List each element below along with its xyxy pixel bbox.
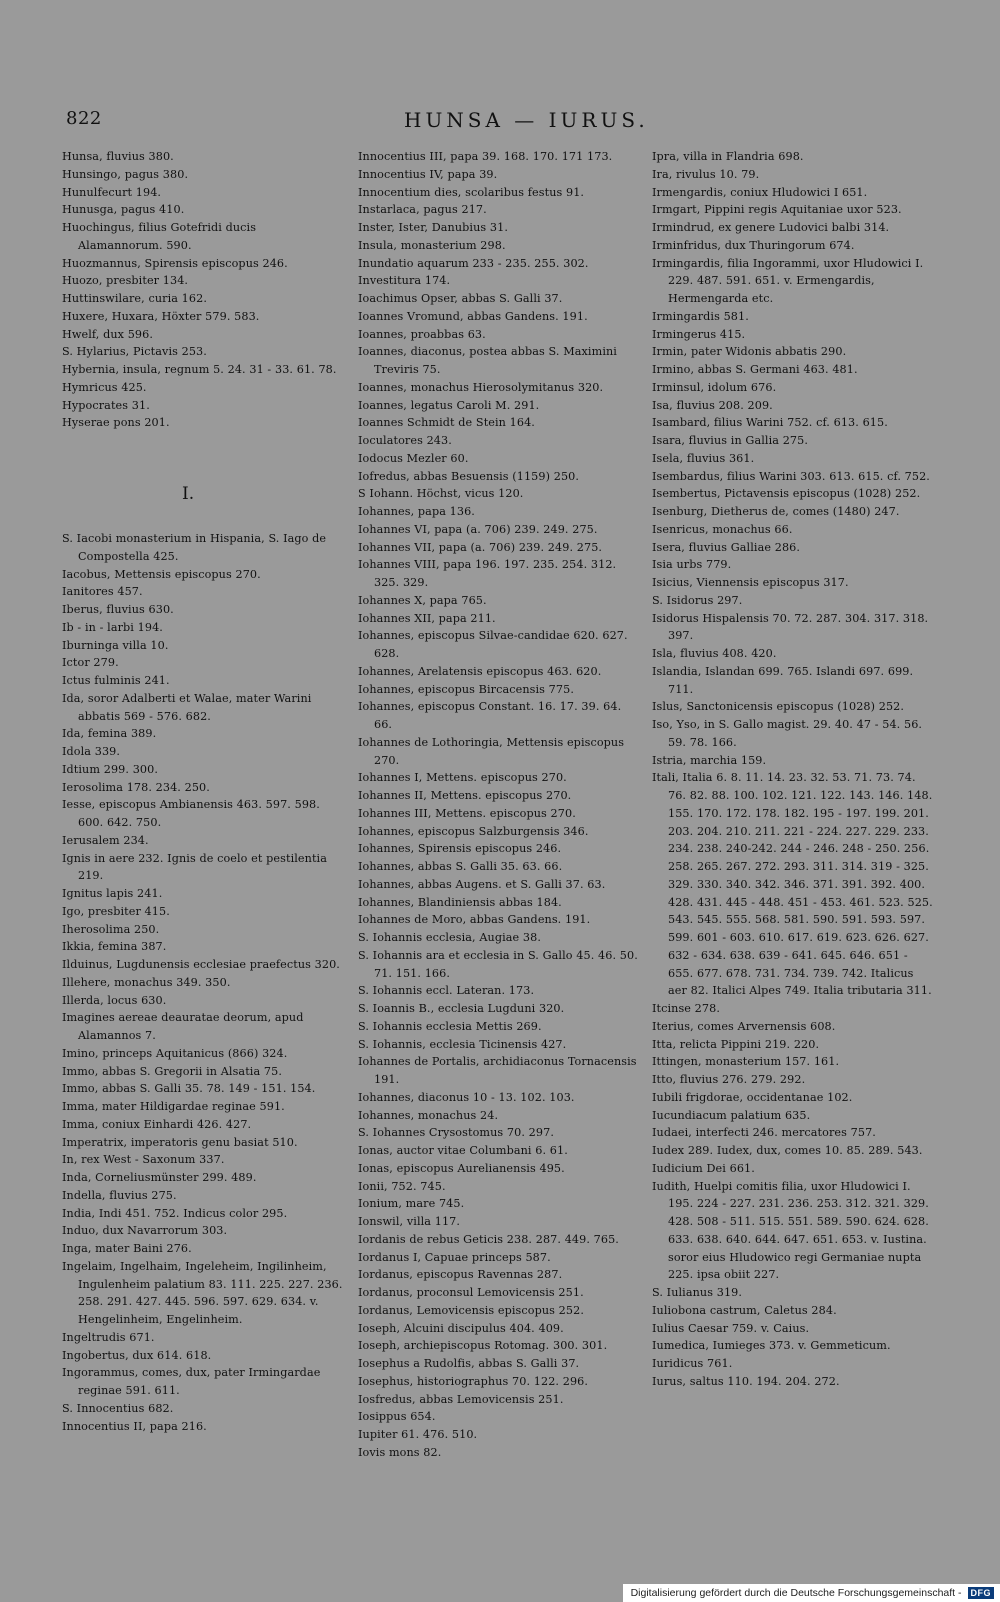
- index-entry: Iohannes, episcopus Constant. 16. 17. 39. 64. 66.: [358, 700, 622, 731]
- index-entry: S. Iohannis ara et ecclesia in S. Gallo 45. 46. 50. 71. 151. 166.: [358, 948, 638, 980]
- index-column-1: [62, 148, 344, 1435]
- index-entry: Isidorus Hispalensis 70. 72. 287. 304. 317. 318. 397.: [652, 611, 929, 643]
- index-entry: Ionii, 752. 745.: [358, 1179, 446, 1193]
- index-entry: Ingorammus, comes, dux, pater Irmingardae reginae 591. 611.: [62, 1366, 321, 1397]
- index-entry: Hybernia, insula, regnum 5. 24. 31 - 33. 61. 78.: [62, 363, 337, 376]
- index-entry: Isara, fluvius in Gallia 275.: [652, 434, 809, 447]
- index-entry: Isenburg, Dietherus de, comes (1480) 247.: [652, 505, 900, 518]
- index-entry: S. Hylarius, Pictavis 253.: [62, 345, 207, 359]
- index-entry: Isia urbs 779.: [652, 558, 732, 572]
- index-entry: Isicius, Viennensis episcopus 317.: [652, 576, 849, 589]
- index-entry: Ida, femina 389.: [62, 727, 157, 741]
- index-entry: Inga, mater Baini 276.: [62, 1242, 192, 1255]
- index-column-2: [358, 148, 640, 1462]
- index-entry: Islandia, Islandan 699. 765. Islandi 697. 699. 711.: [652, 664, 914, 696]
- index-entry: Ingeltrudis 671.: [62, 1330, 155, 1344]
- index-entry: Huxere, Huxara, Höxter 579. 583.: [62, 309, 260, 323]
- index-entry: Ingobertus, dux 614. 618.: [62, 1348, 212, 1362]
- index-entry: Itto, fluvius 276. 279. 292.: [652, 1073, 806, 1086]
- index-entry: Iudith, Huelpi comitis filia, uxor Hludowici I. 195. 224 - 227. 231. 236. 253. 312. 321. 329. 428. 508 - 511. 515. 551. 589. 590. 624. 628. 633. 638. 640. 644. 647. 651. 653. v. Iustina. soror eius Hludowico regi Germaniae nupta 225. ipsa obiit 227.: [652, 1179, 929, 1282]
- index-entry: Ierosolima 178. 234. 250.: [62, 780, 210, 794]
- index-entry: Isla, fluvius 408. 420.: [652, 647, 777, 660]
- index-entry: Ib - in - larbi 194.: [62, 620, 163, 634]
- index-entry: Iohannes, monachus 24.: [358, 1108, 499, 1122]
- index-entry: Ikkia, femina 387.: [62, 940, 167, 954]
- index-entry: Idtium 299. 300.: [62, 762, 158, 776]
- index-entry: Itali, Italia 6. 8. 11. 14. 23. 32. 53. 71. 73. 74. 76. 82. 88. 100. 102. 121. 122. 143. 146. 148. 155. 170. 172. 178. 182. 195 - 197. 199. 201. 203. 204. 210. 211. 221 - 224. 227. 229. 233. 234. 238. 240-242. 244 - 246. 248 - 250. 256. 258. 265. 267. 272. 293. 311. 314. 319 - 325. 329. 330. 340. 342. 346. 371. 391. 392. 400. 428. 431. 445 - 448. 451 - 453. 461. 523. 525. 543. 545. 555. 568. 581. 590. 591. 593. 597. 599. 601 - 603. 610. 617. 619. 623. 626. 627. 632 - 634. 638. 639 - 641. 645. 646. 651 - 655. 677. 678. 731. 734. 739. 742. Italicus aer 82. Italici Alpes 749. Italia tributaria 311.: [652, 771, 933, 998]
- index-entry: Ilduinus, Lugdunensis ecclesiae praefectus 320.: [62, 958, 340, 971]
- index-entry: Iubili frigdorae, occidentanae 102.: [652, 1090, 853, 1104]
- index-entry: Huozmannus, Spirensis episcopus 246.: [62, 256, 288, 270]
- index-entry: Ictor 279.: [62, 656, 119, 670]
- index-entry: Iohannes, papa 136.: [358, 505, 475, 518]
- index-entry: S. Iohannis eccl. Lateran. 173.: [358, 984, 535, 998]
- index-entry: Instarlaca, pagus 217.: [358, 203, 487, 217]
- index-entry: Ipra, villa in Flandria 698.: [652, 150, 804, 163]
- index-entry: Iherosolima 250.: [62, 922, 160, 936]
- index-entry: Itta, relicta Pippini 219. 220.: [652, 1037, 820, 1051]
- entries: [652, 148, 936, 1391]
- index-entry: Iohannes, abbas S. Galli 35. 63. 66.: [358, 860, 563, 873]
- index-entry: Itcinse 278.: [652, 1002, 720, 1015]
- index-entry: S. Isidorus 297.: [652, 593, 743, 607]
- index-entry: Idola 339.: [62, 745, 121, 758]
- index-entry: Iohannes, episcopus Bircacensis 775.: [358, 682, 574, 696]
- index-entry: Illehere, monachus 349. 350.: [62, 975, 231, 989]
- index-entry: Indella, fluvius 275.: [62, 1188, 177, 1202]
- index-entry: Iohannes, Blandiniensis abbas 184.: [358, 895, 562, 909]
- index-entry: Huttinswilare, curia 162.: [62, 292, 207, 305]
- index-entry: Ionas, episcopus Aurelianensis 495.: [358, 1161, 565, 1175]
- index-entry: Iucundiacum palatium 635.: [652, 1108, 811, 1122]
- index-entry: Iohannes de Lothoringia, Mettensis episcopus 270.: [358, 735, 625, 767]
- index-entry: Iohannes VII, papa (a. 706) 239. 249. 275.: [358, 540, 603, 554]
- index-entry: Ioannes, legatus Caroli M. 291.: [358, 398, 540, 412]
- index-entry: Ingelaim, Ingelhaim, Ingeleheim, Ingilinheim, Ingulenheim palatium 83. 111. 225. 227. 236. 258. 291. 427. 445. 596. 597. 629. 634. v. Hengelinheim, Engelinheim.: [62, 1259, 343, 1326]
- index-entry: Illerda, locus 630.: [62, 993, 167, 1007]
- index-entry: Iohannes, diaconus 10 - 13. 102. 103.: [358, 1090, 575, 1104]
- entries-before: [62, 148, 344, 432]
- index-entry: India, Indi 451. 752. Indicus color 295.: [62, 1206, 288, 1220]
- index-entry: Ignis in aere 232. Ignis de coelo et pestilentia 219.: [62, 851, 327, 883]
- index-entry: Iosephus, historiographus 70. 122. 296.: [358, 1374, 589, 1388]
- index-entry: Ioannes, diaconus, postea abbas S. Maximini Treviris 75.: [358, 345, 617, 376]
- index-entry: Iohannes de Moro, abbas Gandens. 191.: [358, 913, 591, 927]
- index-entry: Iohannes, episcopus Silvae-candidae 620. 627. 628.: [358, 629, 628, 660]
- index-entry: Ionswil, villa 117.: [358, 1215, 461, 1228]
- index-entry: Ioannes Vromund, abbas Gandens. 191.: [358, 309, 588, 323]
- index-entry: Iuridicus 761.: [652, 1357, 733, 1370]
- index-entry: Ira, rivulus 10. 79.: [652, 167, 760, 181]
- index-entry: Iberus, fluvius 630.: [62, 603, 174, 616]
- index-entry: Inda, Corneliusmünster 299. 489.: [62, 1171, 257, 1184]
- index-entry: Iuliobona castrum, Caletus 284.: [652, 1303, 837, 1317]
- index-entry: Irmengardis, coniux Hludowici I 651.: [652, 185, 868, 199]
- index-entry: Iordanus, Lemovicensis episcopus 252.: [358, 1303, 584, 1317]
- index-entry: Inster, Ister, Danubius 31.: [358, 221, 509, 234]
- index-entry: Iterius, comes Arvernensis 608.: [652, 1019, 836, 1033]
- index-entry: Hunulfecurt 194.: [62, 185, 162, 199]
- index-entry: Iohannes VI, papa (a. 706) 239. 249. 275.: [358, 522, 598, 536]
- index-entry: Hymricus 425.: [62, 380, 147, 394]
- index-entry: Hypocrates 31.: [62, 398, 150, 412]
- index-entry: Isa, fluvius 208. 209.: [652, 398, 773, 412]
- index-entry: Iulius Caesar 759. v. Caius.: [652, 1321, 810, 1335]
- index-entry: Iburninga villa 10.: [62, 638, 169, 652]
- index-entry: Iovis mons 82.: [358, 1445, 442, 1459]
- index-entry: Isembardus, filius Warini 303. 613. 615. cf. 752.: [652, 469, 930, 483]
- index-entry: Iohannes III, Mettens. episcopus 270.: [358, 806, 576, 820]
- index-entry: Hunsa, fluvius 380.: [62, 150, 174, 163]
- index-entry: Iso, Yso, in S. Gallo magist. 29. 40. 47 - 54. 56. 59. 78. 166.: [652, 718, 923, 749]
- footer-text: Digitalisierung gefördert durch die Deutsche Forschungsgemeinschaft -: [630, 1587, 962, 1599]
- entries: [358, 148, 640, 1462]
- index-entry: S. Iohannis ecclesia, Augiae 38.: [358, 931, 542, 944]
- index-entry: Ionas, auctor vitae Columbani 6. 61.: [358, 1144, 568, 1157]
- index-entry: Imma, coniux Einhardi 426. 427.: [62, 1117, 252, 1131]
- index-entry: Huozo, presbiter 134.: [62, 274, 189, 288]
- index-entry: Ida, soror Adalberti et Walae, mater Warini abbatis 569 - 576. 682.: [62, 691, 312, 723]
- index-entry: Ionium, mare 745.: [358, 1197, 465, 1211]
- index-entry: S Iohann. Höchst, vicus 120.: [358, 487, 524, 501]
- index-entry: Innocentius IV, papa 39.: [358, 167, 498, 181]
- index-entry: Investitura 174.: [358, 274, 451, 288]
- index-entry: Irmino, abbas S. Germani 463. 481.: [652, 363, 858, 376]
- index-entry: Ioseph, archiepiscopus Rotomag. 300. 301.: [358, 1339, 608, 1353]
- index-entry: Immo, abbas S. Galli 35. 78. 149 - 151. 154.: [62, 1082, 316, 1096]
- index-entry: S. Innocentius 682.: [62, 1401, 174, 1415]
- index-entry: Huochingus, filius Gotefridi ducis Alamannorum. 590.: [62, 221, 257, 252]
- index-entry: Iesse, episcopus Ambianensis 463. 597. 598. 600. 642. 750.: [62, 798, 320, 829]
- index-entry: Induo, dux Navarrorum 303.: [62, 1224, 228, 1238]
- index-entry: Iohannes, episcopus Salzburgensis 346.: [358, 824, 589, 838]
- index-entry: Innocentius III, papa 39. 168. 170. 171 173.: [358, 150, 613, 163]
- index-entry: Insula, monasterium 298.: [358, 238, 506, 252]
- index-entry: Hunusga, pagus 410.: [62, 203, 185, 217]
- index-entry: Isambard, filius Warini 752. cf. 613. 615.: [652, 416, 888, 430]
- index-entry: Irminfridus, dux Thuringorum 674.: [652, 238, 855, 252]
- index-entry: Iodocus Mezler 60.: [358, 451, 469, 465]
- index-entry: Innocentium dies, scolaribus festus 91.: [358, 185, 585, 199]
- index-entry: Iohannes XII, papa 211.: [358, 611, 496, 625]
- index-entry: Iosfredus, abbas Lemovicensis 251.: [358, 1392, 564, 1406]
- index-entry: Iurus, saltus 110. 194. 204. 272.: [652, 1374, 840, 1388]
- index-entry: Iudex 289. Iudex, dux, comes 10. 85. 289. 543.: [652, 1144, 923, 1157]
- entries-after: [62, 530, 344, 1435]
- index-entry: Ianitores 457.: [62, 585, 143, 599]
- running-head: HUNSA — IURUS.: [404, 108, 649, 132]
- index-entry: S. Iacobi monasterium in Hispania, S. Iago de Compostella 425.: [62, 532, 327, 563]
- index-entry: Imperatrix, imperatoris genu basiat 510.: [62, 1135, 298, 1149]
- index-entry: Ignitus lapis 241.: [62, 887, 163, 900]
- index-entry: Iohannes de Portalis, archidiaconus Tornacensis 191.: [358, 1055, 637, 1086]
- index-entry: Imagines aereae deauratae deorum, apud Alamannos 7.: [62, 1011, 304, 1042]
- index-entry: Iupiter 61. 476. 510.: [358, 1428, 478, 1441]
- index-entry: Iohannes, Arelatensis episcopus 463. 620.: [358, 664, 602, 678]
- index-entry: Iohannes II, Mettens. episcopus 270.: [358, 789, 572, 802]
- index-entry: S. Iohannis ecclesia Mettis 269.: [358, 1019, 542, 1033]
- index-entry: Iohannes I, Mettens. episcopus 270.: [358, 771, 567, 785]
- index-entry: Islus, Sanctonicensis episcopus (1028) 252.: [652, 700, 905, 714]
- page-number: 822: [66, 108, 102, 129]
- index-entry: S. Ioannis B., ecclesia Lugduni 320.: [358, 1002, 565, 1015]
- index-entry: Iohannes, Spirensis episcopus 246.: [358, 842, 562, 856]
- index-entry: Ioachimus Opser, abbas S. Galli 37.: [358, 292, 563, 305]
- index-entry: Hunsingo, pagus 380.: [62, 167, 189, 181]
- index-entry: In, rex West - Saxonum 337.: [62, 1153, 225, 1167]
- index-entry: Irmingerus 415.: [652, 327, 746, 341]
- footer: [623, 1584, 1000, 1602]
- index-entry: Iosippus 654.: [358, 1410, 436, 1424]
- index-entry: Ioseph, Alcuini discipulus 404. 409.: [358, 1321, 564, 1335]
- index-entry: Ioannes Schmidt de Stein 164.: [358, 416, 535, 430]
- index-entry: Iordanus, episcopus Ravennas 287.: [358, 1268, 563, 1282]
- index-entry: Irmindrud, ex genere Ludovici balbi 314.: [652, 221, 890, 234]
- index-entry: Iumedica, Iumieges 373. v. Gemmeticum.: [652, 1339, 891, 1353]
- index-entry: Iohannes VIII, papa 196. 197. 235. 254. 312. 325. 329.: [358, 558, 617, 589]
- index-entry: Ioculatores 243.: [358, 434, 452, 447]
- index-column-3: [652, 148, 936, 1391]
- index-entry: Iudicium Dei 661.: [652, 1161, 755, 1175]
- index-entry: Isela, fluvius 361.: [652, 451, 755, 465]
- index-entry: Iordanis de rebus Geticis 238. 287. 449. 765.: [358, 1232, 619, 1246]
- index-entry: S. Iohannis, ecclesia Ticinensis 427.: [358, 1037, 567, 1051]
- index-entry: Iacobus, Mettensis episcopus 270.: [62, 567, 261, 581]
- index-entry: S. Iohannes Crysostomus 70. 297.: [358, 1126, 554, 1140]
- index-entry: Ierusalem 234.: [62, 833, 149, 847]
- index-entry: Irmgart, Pippini regis Aquitaniae uxor 523.: [652, 203, 902, 217]
- index-entry: Imino, princeps Aquitanicus (866) 324.: [62, 1046, 288, 1060]
- index-entry: Irmingardis 581.: [652, 309, 749, 323]
- index-entry: Istria, marchia 159.: [652, 753, 767, 767]
- index-entry: Iosephus a Rudolfis, abbas S. Galli 37.: [358, 1357, 580, 1370]
- index-entry: Ictus fulminis 241.: [62, 674, 170, 687]
- index-entry: Ioannes, proabbas 63.: [358, 327, 486, 341]
- index-entry: Iudaei, interfecti 246. mercatores 757.: [652, 1126, 876, 1140]
- index-entry: Innocentius II, papa 216.: [62, 1419, 207, 1433]
- index-entry: Inundatio aquarum 233 - 235. 255. 302.: [358, 256, 589, 270]
- index-entry: Isera, fluvius Galliae 286.: [652, 540, 801, 554]
- index-entry: Hyserae pons 201.: [62, 416, 170, 430]
- index-entry: S. Iulianus 319.: [652, 1286, 743, 1299]
- index-entry: Isembertus, Pictavensis episcopus (1028) 252.: [652, 487, 921, 501]
- index-entry: Igo, presbiter 415.: [62, 904, 170, 918]
- index-entry: Hwelf, dux 596.: [62, 327, 154, 341]
- index-entry: Imma, mater Hildigardae reginae 591.: [62, 1100, 285, 1113]
- index-entry: Immo, abbas S. Gregorii in Alsatia 75.: [62, 1064, 282, 1078]
- index-entry: Ioannes, monachus Hierosolymitanus 320.: [358, 380, 604, 394]
- index-entry: Iordanus I, Capuae princeps 587.: [358, 1250, 551, 1264]
- index-entry: Iordanus, proconsul Lemovicensis 251.: [358, 1286, 584, 1299]
- index-entry: Irminsul, idolum 676.: [652, 380, 777, 394]
- index-entry: Iohannes X, papa 765.: [358, 593, 487, 607]
- index-entry: Iohannes, abbas Augens. et S. Galli 37. 63.: [358, 877, 606, 891]
- index-entry: Iofredus, abbas Besuensis (1159) 250.: [358, 469, 580, 483]
- index-entry: Irmingardis, filia Ingorammi, uxor Hludowici I. 229. 487. 591. 651. v. Ermengardis, Hermengarda etc.: [652, 256, 924, 305]
- index-entry: Irmin, pater Widonis abbatis 290.: [652, 345, 847, 359]
- section-letter: I.: [182, 484, 195, 504]
- index-entry: Isenricus, monachus 66.: [652, 522, 793, 536]
- index-entry: Ittingen, monasterium 157. 161.: [652, 1055, 840, 1069]
- dfg-logo: DFG: [968, 1587, 995, 1599]
